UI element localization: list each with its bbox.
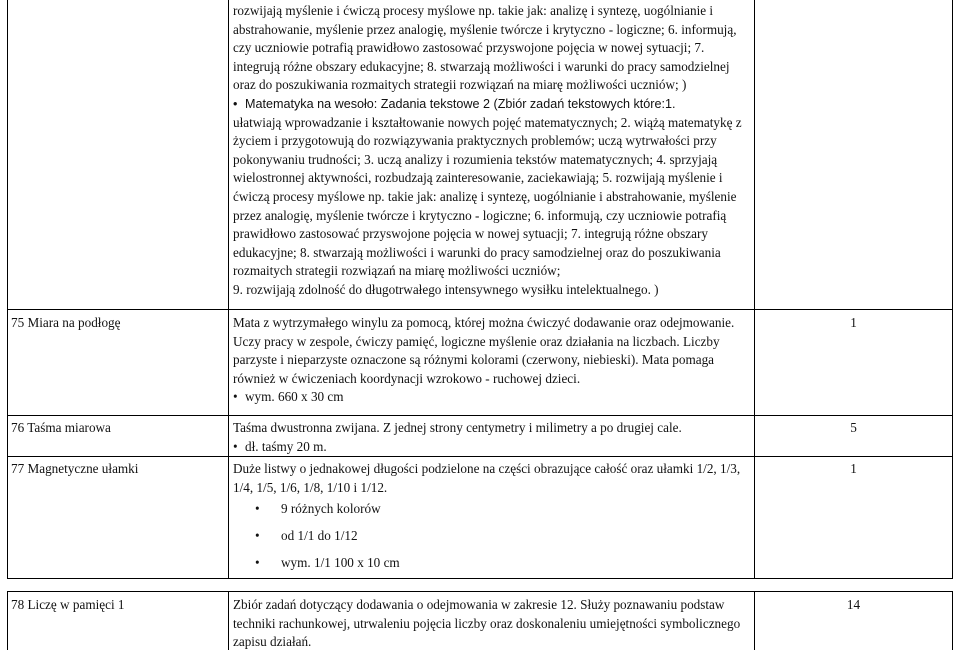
item-description [233,596,749,652]
table-left-border [7,0,8,578]
table2-col-divider-1 [228,591,229,650]
bullet-item: • wym. 660 x 30 cm [233,388,749,407]
bullet-item: • od 1/1 do 1/12 [233,527,749,554]
item-name: 77 Magnetyczne ułamki [11,461,139,476]
continuation-text: 9. rozwijają zdolność do długotrwałego intensywnego wysiłku intelektualnego. ) [233,281,659,297]
item-description [233,419,749,456]
item-quantity: 5 [850,420,857,435]
col-divider-1 [228,0,229,578]
table2-left-border [7,591,8,650]
bullet-item: • Matematyka na wesoło: Zadania tekstowe 2 (Zbiór zadań tekstowych które:1. [233,95,749,114]
item-description [233,460,749,581]
bullet-item: • dł. taśmy 20 m. [233,438,749,457]
description-text: Zbiór zadań dotyczący dodawania o odejmowania w zakresie 12. Służy poznawaniu podstaw techniki rachunkowej, utrwaleniu pojęcia liczby oraz doskonaleniu umiejętności symbolicznego zapisu działań. [233,597,741,650]
table2-right-border [952,591,953,650]
bullet-item: • 9 różnych kolorów [233,500,749,527]
row-divider [7,309,953,310]
table-right-border [952,0,953,578]
col-divider-2 [754,0,755,578]
description-text: Duże listwy o jednakowej długości podzielone na części obrazujące całość oraz ułamki 1/2, 1/3, 1/4, 1/5, 1/6, 1/8, 1/10 i 1/12. [233,461,741,495]
table2-top-border [7,591,953,592]
continuation-text: rozwijają myślenie i ćwiczą procesy myślowe np. takie jak: analizę i syntezę, uogólnianie i abstrahowanie, myślenie przez analogię, myślenie twórcze i krytyczno - logiczne; 6. informują, czy uczniowie potrafią prawidłowo zastosować przyswojone pojęcia w nowej sytuacji; 7. integrują różne obszary edukacyjne; 8. stwarzają możliwości i warunki do pracy samodzielnej oraz do poszukiwania rozmaitych strategii rozwiązań na miarę możliwości uczniów; ) [233,3,737,93]
item-name: 78 Liczę w pamięci 1 [11,597,125,612]
continuation-description [233,2,749,300]
item-quantity: 14 [846,597,861,612]
continuation-text: ułatwiają wprowadzanie i kształtowanie nowych pojęć matematycznych; 2. wiążą matematykę z życiem i przygotowują do rozwiązywania praktycznych problemów; uczą wytrwałości przy pokonywaniu trudności; 3. uczą analizy i rozumienia tekstów matematycznych; 4. sprzyjają wielostronnej aktywności, rozbudzają zainteresowanie, zaciekawiają; 5. rozwijają myślenie i ćwiczą procesy myślowe np. takie jak: analizę i syntezę, uogólnianie i abstrahowanie, myślenie przez analogię, myślenie twórcze i krytyczno - logiczne; 6. informują, czy uczniowie potrafią prawidłowo zastosować przyswojone pojęcia w nowej sytuacji; 7. integrują różne obszary edukacyjne; 8. stwarzają możliwości i warunki do pracy samodzielnej oraz do poszukiwania rozmaitych strategii rozwiązań na miarę możliwości uczniów; [233,114,742,279]
item-description [233,314,749,407]
bullet-item: • wym. 1/1 100 x 10 cm [233,554,749,581]
row-divider [7,415,953,416]
item-quantity: 1 [850,461,857,476]
item-quantity: 1 [850,315,857,330]
description-text: Mata z wytrzymałego winylu za pomocą, której można ćwiczyć dodawanie oraz odejmowanie. Uczy pracy w zespole, ćwiczy pamięć, logiczne myślenie oraz działania na liczbach. Liczby parzyste i nieparzyste oznaczone są różnymi kolorami (czerwony, niebieski). Mata pomaga również w ćwiczeniach koordynacji wzrokowo - ruchowej dzieci. [233,315,735,386]
item-name: 75 Miara na podłogę [11,315,121,330]
description-text: Taśma dwustronna zwijana. Z jednej strony centymetry i milimetry a po drugiej cale. [233,420,682,435]
item-name: 76 Taśma miarowa [11,420,111,435]
